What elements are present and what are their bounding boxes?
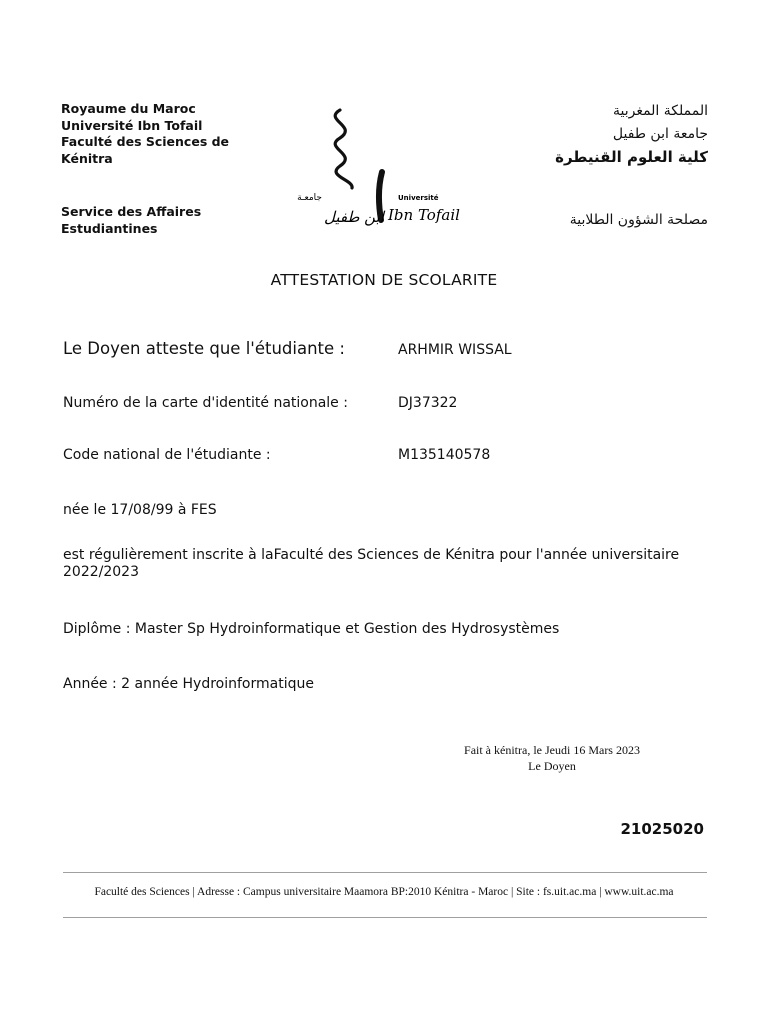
logo-fr-name: Ibn Tofail bbox=[388, 206, 460, 224]
header-french bbox=[61, 101, 229, 167]
service-line-2: Estudiantines bbox=[61, 220, 158, 236]
header-ar-university: جامعة ابن طفيل bbox=[612, 126, 708, 142]
footer-divider-top bbox=[63, 872, 707, 873]
cin-label: Numéro de la carte d'identité nationale : bbox=[63, 395, 348, 411]
student-name: ARHMIR WISSAL bbox=[398, 342, 512, 358]
header-ar-kingdom: المملكة المغربية bbox=[612, 103, 708, 119]
header-arabic bbox=[555, 100, 708, 169]
enrolment-statement: est régulièrement inscrite à laFaculté des Sciences de Kénitra pour l'année universitaire 2022/2023 bbox=[63, 547, 680, 580]
diploma-line: Diplôme : Master Sp Hydroinformatique et Gestion des Hydrosystèmes bbox=[63, 621, 560, 637]
document-number: 21025020 bbox=[620, 820, 704, 838]
doyen-label: Le Doyen atteste que l'étudiante : bbox=[63, 339, 345, 358]
place-date: Fait à kénitra, le Jeudi 16 Mars 2023 bbox=[464, 743, 640, 757]
student-code-label: Code national de l'étudiante : bbox=[63, 447, 271, 463]
service-arabic: مصلحة الشؤون الطلابية bbox=[569, 212, 708, 228]
service-french bbox=[61, 204, 201, 237]
university-logo bbox=[297, 102, 460, 232]
service-line-1: Service des Affaires bbox=[61, 204, 202, 219]
student-code-value: M135140578 bbox=[398, 447, 491, 463]
document-title: ATTESTATION DE SCOLARITE bbox=[270, 271, 498, 289]
cin-value: DJ37322 bbox=[398, 395, 458, 411]
header-faculty: Faculté des Sciences de bbox=[61, 134, 230, 149]
logo-fr-top: Université bbox=[398, 194, 439, 202]
logo-ar-top: جامعـة bbox=[297, 193, 322, 203]
year-line: Année : 2 année Hydroinformatique bbox=[63, 676, 314, 692]
header-kingdom: Royaume du Maroc bbox=[61, 101, 196, 116]
signature-block bbox=[420, 742, 684, 774]
birth-info: née le 17/08/99 à FES bbox=[63, 502, 217, 518]
logo-icon bbox=[297, 102, 460, 232]
logo-ar-name: ابن طفيل bbox=[324, 208, 384, 226]
footer-divider-bottom bbox=[63, 917, 707, 918]
header-ar-faculty: كلية العلوم القنيطرة bbox=[555, 148, 708, 166]
header-city: Kénitra bbox=[61, 150, 113, 166]
header-university: Université Ibn Tofail bbox=[61, 117, 203, 133]
signatory-role: Le Doyen bbox=[528, 759, 576, 773]
footer-address: Faculté des Sciences | Adresse : Campus universitaire Maamora BP:2010 Kénitra - Maroc | Site : fs.uit.ac.ma | www.uit.ac.ma bbox=[94, 886, 674, 898]
